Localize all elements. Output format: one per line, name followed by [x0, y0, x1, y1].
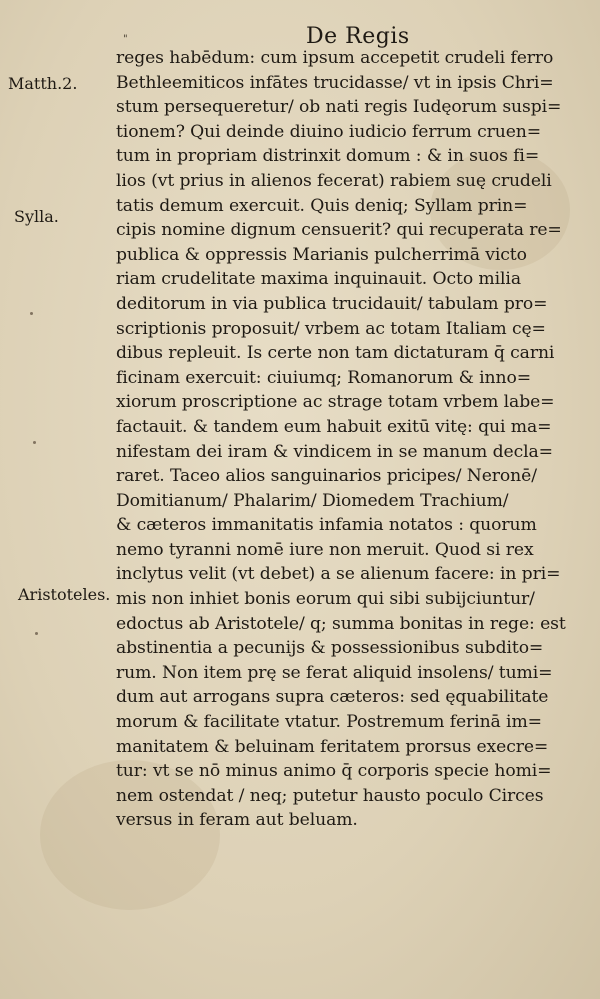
text-line: rum. Non item prę se ferat aliquid insolens/ tumi=: [116, 662, 553, 683]
running-title: De Regis: [306, 24, 410, 49]
text-line: abstinentia a pecunijs & possessionibus subdito=: [116, 638, 544, 659]
printer-mark: ": [123, 34, 128, 45]
text-line: stum persequeretur/ ob nati regis Iudęorum suspi=: [116, 97, 562, 118]
text-line: dum aut arrogans supra cæteros: sed ęquabilitate: [116, 687, 549, 708]
text-line: tatis demum exercuit. Quis deniq; Syllam prin=: [116, 195, 528, 216]
text-line: versus in feram aut beluam.: [116, 810, 358, 831]
text-line: manitatem & beluinam feritatem prorsus execre=: [116, 736, 549, 757]
text-line: nifestam dei iram & vindicem in se manum decla=: [116, 441, 553, 462]
text-line: inclytus velit (vt debet) a se alienum facere: in pri=: [116, 564, 561, 585]
text-line: Domitianum/ Phalarim/ Diomedem Trachium/: [116, 490, 509, 511]
text-line: tum in propriam distrinxit domum : & in suos fi=: [116, 146, 540, 167]
text-line: Bethleemiticos infātes trucidasse/ vt in ipsis Chri=: [116, 72, 554, 93]
margin-note-sylla: Sylla.: [14, 207, 59, 226]
text-line: xiorum proscriptione ac strage totam vrbem labe=: [116, 392, 555, 413]
text-line: lios (vt prius in alienos fecerat) rabiem suę crudeli: [116, 170, 552, 191]
text-line: & cæteros immanitatis infamia notatos : quorum: [116, 515, 537, 536]
margin-note-aristoteles: Aristoteles.: [18, 585, 111, 604]
text-line: cipis nomine dignum censuerit? qui recuperata re=: [116, 220, 562, 241]
text-line: raret. Taceo alios sanguinarios pricipes/ Neronē/: [116, 466, 537, 487]
text-line: ficinam exercuit: ciuiumq; Romanorum & inno=: [116, 367, 532, 388]
body-text: [116, 46, 586, 833]
text-line: deditorum in via publica trucidauit/ tabulam pro=: [116, 293, 548, 314]
text-line: tur: vt se nō minus animo q̄ corporis specie homi=: [116, 761, 552, 782]
text-line: scriptionis proposuit/ vrbem ac totam Italiam cę=: [116, 318, 546, 339]
text-line: factauit. & tandem eum habuit exitū vitę: qui ma=: [116, 416, 552, 437]
ink-speck: [30, 312, 33, 315]
ink-speck: [35, 632, 38, 635]
text-line: tionem? Qui deinde diuino iudicio ferrum cruen=: [116, 121, 542, 142]
text-line: publica & oppressis Marianis pulcherrimā victo: [116, 244, 527, 265]
text-line: mis non inhiet bonis eorum qui sibi subijciuntur/: [116, 589, 535, 610]
ink-speck: [33, 441, 36, 444]
text-line: morum & facilitate vtatur. Postremum ferinā im=: [116, 712, 542, 733]
text-line: nemo tyranni nomē iure non meruit. Quod si rex: [116, 539, 534, 560]
text-line: reges habēdum: cum ipsum accepetit crudeli ferro: [116, 48, 554, 68]
margin-note-matth: Matth.2.: [8, 74, 78, 93]
text-line: dibus repleuit. Is certe non tam dictaturam q̄ carni: [116, 343, 555, 364]
text-line: nem ostendat / neq; putetur hausto poculo Circes: [116, 785, 544, 806]
text-line: edoctus ab Aristotele/ q; summa bonitas in rege: est: [116, 613, 566, 634]
text-line: riam crudelitate maxima inquinauit. Octo milia: [116, 269, 521, 290]
